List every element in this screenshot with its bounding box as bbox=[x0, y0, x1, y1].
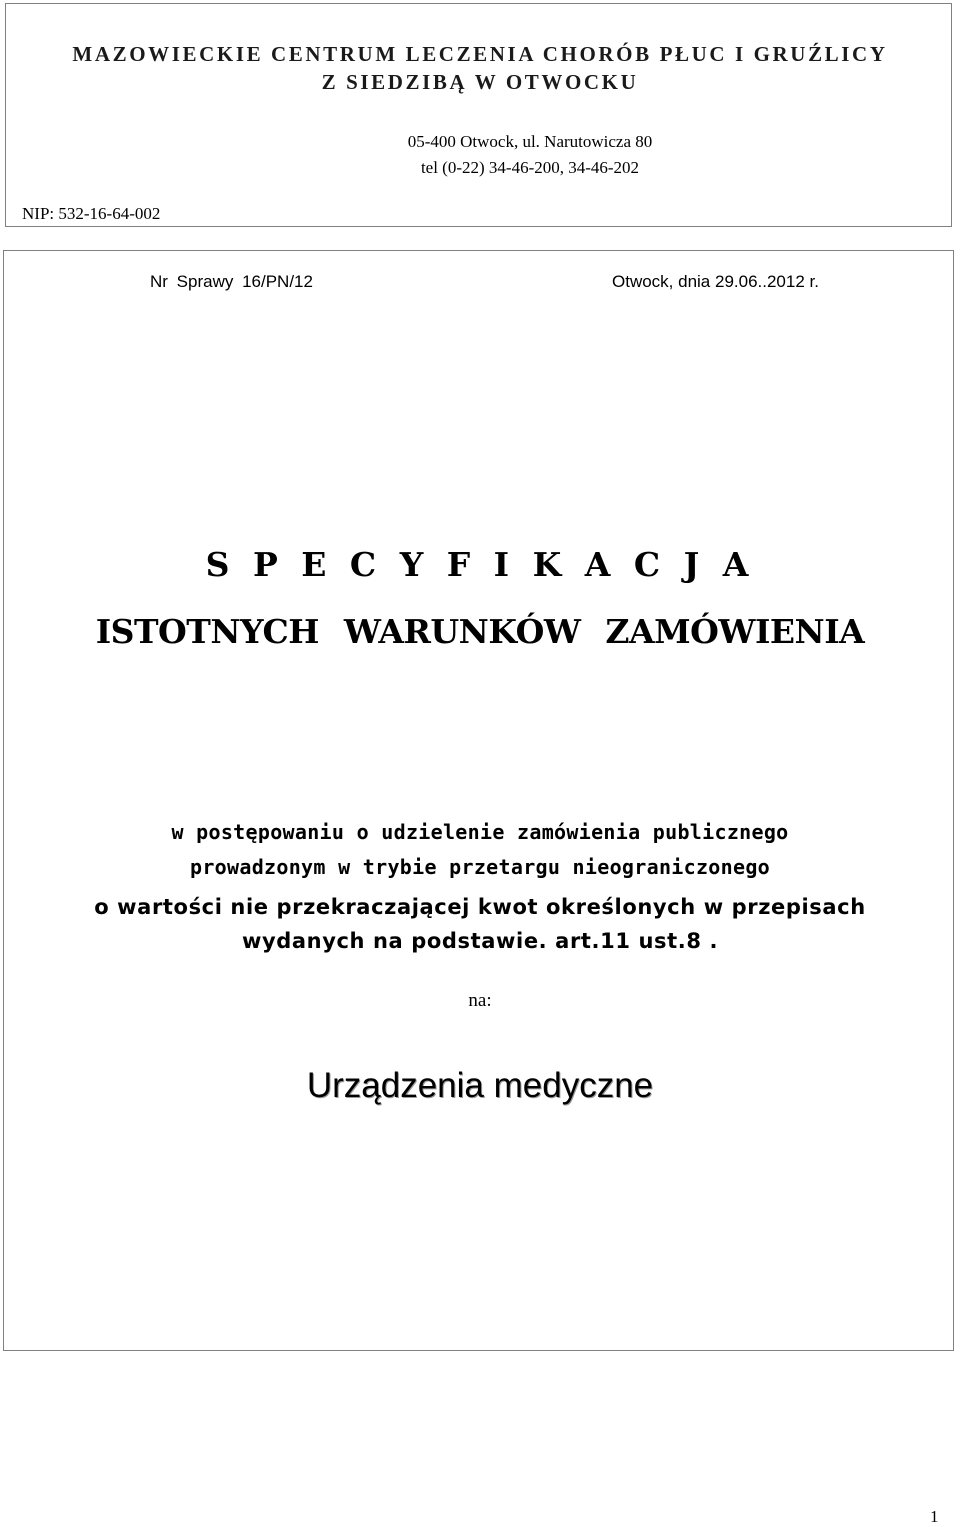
institution-name-line2: Z SIEDZIBĄ W OTWOCKU bbox=[321, 70, 639, 94]
nip-number: NIP: 532-16-64-002 bbox=[22, 204, 161, 223]
document-body-frame bbox=[3, 250, 954, 1351]
procedure-text-line2: prowadzonym w trybie przetargu nieograniczonego bbox=[189, 855, 771, 879]
procedure-text-line4: wydanych na podstawie. art.11 ust.8 . bbox=[241, 929, 719, 953]
document-date: Otwock, dnia 29.06..2012 r. bbox=[612, 272, 819, 291]
address-line: 05-400 Otwock, ul. Narutowicza 80 bbox=[407, 132, 653, 151]
subject-label: na: bbox=[468, 990, 492, 1011]
header-frame bbox=[5, 3, 952, 227]
document-subtitle: ISTOTNYCH WARUNKÓW ZAMÓWIENIA bbox=[95, 612, 865, 651]
case-number: Nr Sprawy 16/PN/12 bbox=[150, 272, 313, 291]
institution-name-line1: MAZOWIECKIE CENTRUM LECZENIA CHORÓB PŁUC I GRUŹLICY bbox=[72, 42, 888, 66]
document-title: S P E C Y F I K A C J A bbox=[205, 545, 755, 584]
phone-line: tel (0-22) 34-46-200, 34-46-202 bbox=[420, 158, 640, 177]
procedure-text-line1: w postępowaniu o udzielenie zamówienia publicznego bbox=[171, 820, 789, 844]
page-number: 1 bbox=[930, 1507, 939, 1526]
procedure-text-line3: o wartości nie przekraczającej kwot określonych w przepisach bbox=[94, 895, 866, 919]
subject-title: Urządzenia medyczne bbox=[306, 1066, 654, 1105]
